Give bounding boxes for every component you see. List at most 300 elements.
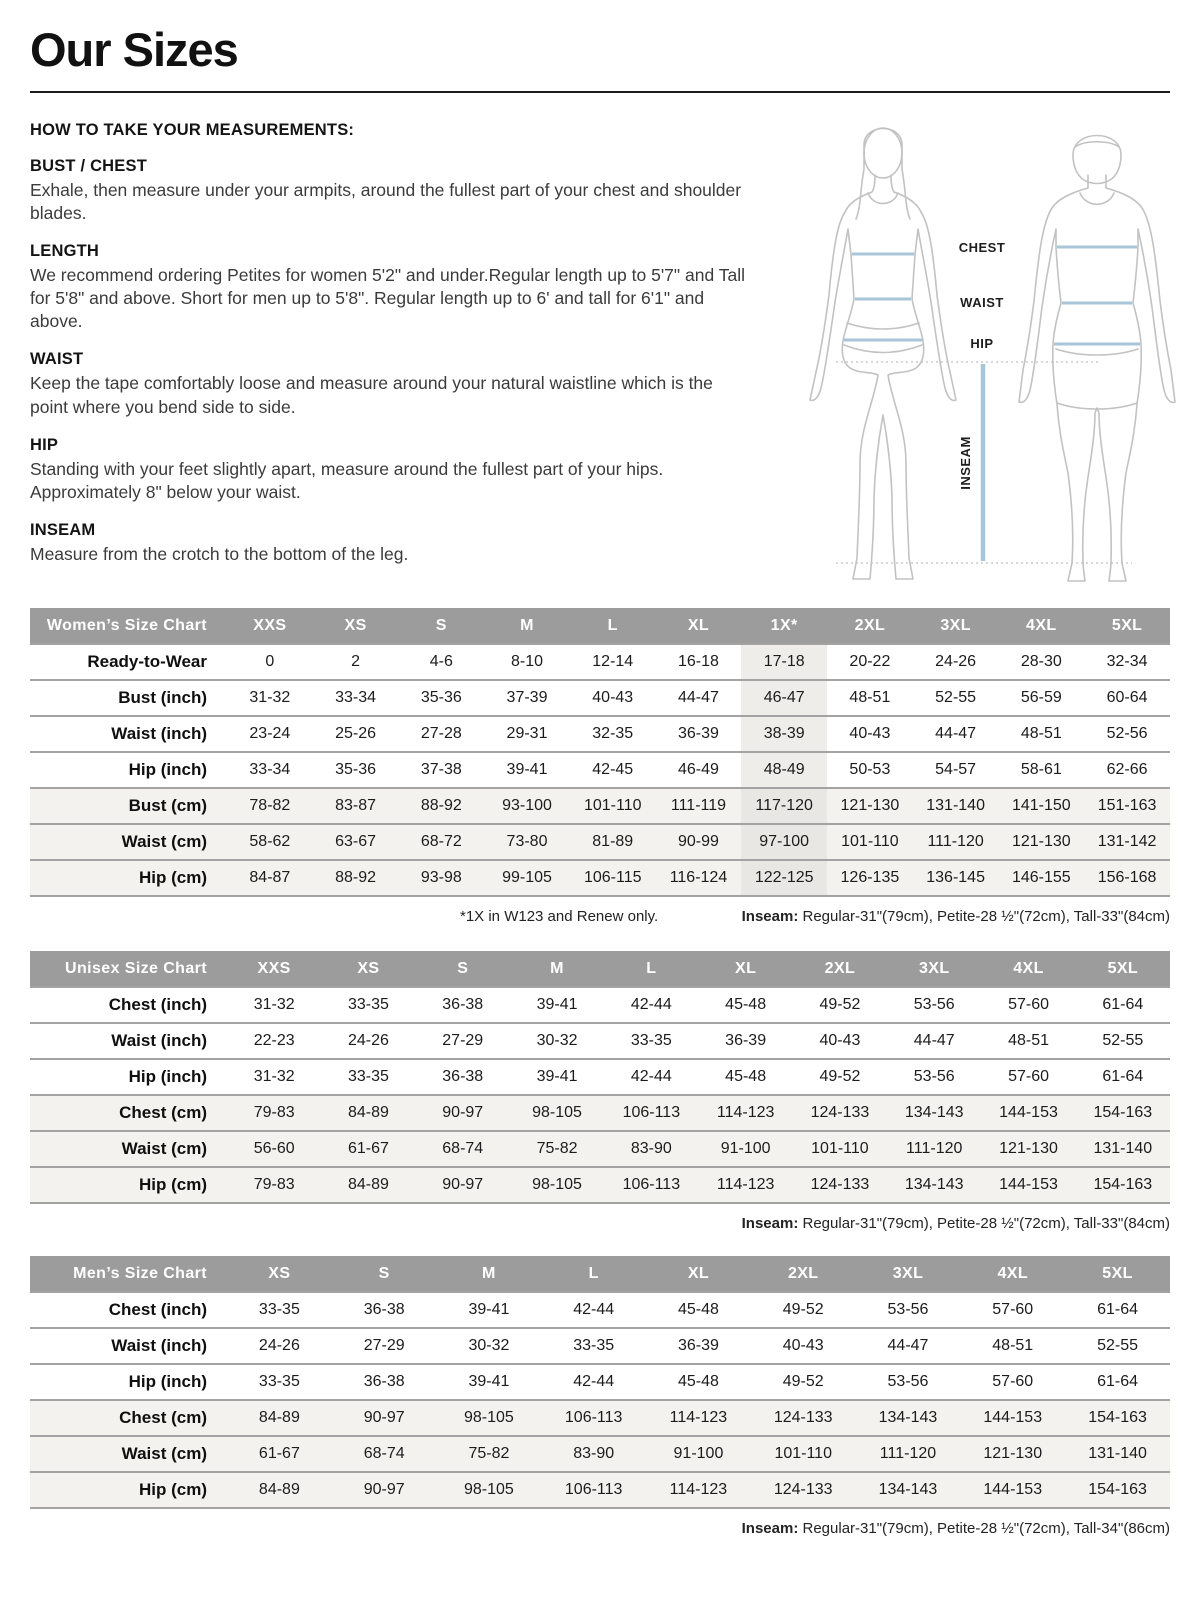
- inseam-note-text: Regular-31"(79cm), Petite-28 ½"(72cm), Tall-33"(84cm): [798, 908, 1170, 925]
- size-cell: 33-35: [321, 1059, 415, 1095]
- size-cell: 50-53: [827, 752, 913, 788]
- size-cell: 90-97: [416, 1167, 510, 1203]
- size-cell: 156-168: [1084, 860, 1170, 896]
- row-label: Waist (cm): [30, 1436, 227, 1472]
- size-cell: 35-36: [313, 752, 399, 788]
- column-header: 4XL: [998, 608, 1084, 644]
- size-cell: 57-60: [981, 1059, 1075, 1095]
- size-cell: 39-41: [437, 1292, 542, 1328]
- size-cell: 134-143: [887, 1167, 981, 1203]
- size-cell: 79-83: [227, 1095, 321, 1131]
- size-cell: 2: [313, 644, 399, 680]
- size-cell: 40-43: [751, 1328, 856, 1364]
- section-waist: [30, 350, 752, 418]
- row-label: Bust (inch): [30, 680, 227, 716]
- size-cell: 134-143: [856, 1400, 961, 1436]
- size-cell: 144-153: [960, 1400, 1065, 1436]
- size-cell: 56-59: [998, 680, 1084, 716]
- measurement-instructions: [30, 119, 752, 566]
- size-cell: 40-43: [827, 716, 913, 752]
- size-cell: 42-44: [541, 1364, 646, 1400]
- size-cell: 121-130: [998, 824, 1084, 860]
- size-cell: 84-89: [227, 1472, 332, 1508]
- mens-inseam-note: [742, 1520, 1170, 1537]
- size-cell: 33-34: [227, 752, 313, 788]
- size-cell: 42-45: [570, 752, 656, 788]
- size-cell: 151-163: [1084, 788, 1170, 824]
- size-cell: 121-130: [827, 788, 913, 824]
- size-cell: 88-92: [313, 860, 399, 896]
- section-bust-chest: [30, 157, 752, 225]
- table-row: [30, 1400, 1170, 1436]
- column-header: 3XL: [887, 951, 981, 987]
- size-cell: 61-64: [1076, 1059, 1170, 1095]
- table-row: [30, 1436, 1170, 1472]
- womens-table-notes: [30, 908, 1170, 925]
- column-header: M: [510, 951, 604, 987]
- size-cell: 39-41: [510, 1059, 604, 1095]
- row-label: Hip (cm): [30, 860, 227, 896]
- size-cell: 30-32: [510, 1023, 604, 1059]
- size-cell: 33-35: [604, 1023, 698, 1059]
- row-label: Hip (inch): [30, 1364, 227, 1400]
- size-cell: 49-52: [751, 1292, 856, 1328]
- size-cell: 44-47: [656, 680, 742, 716]
- size-cell: 42-44: [604, 987, 698, 1023]
- column-header: 3XL: [913, 608, 999, 644]
- section-inseam: [30, 521, 752, 566]
- size-cell: 154-163: [1065, 1472, 1170, 1508]
- row-label: Waist (cm): [30, 824, 227, 860]
- size-cell: 49-52: [793, 1059, 887, 1095]
- section-hip: [30, 436, 752, 504]
- column-header: L: [604, 951, 698, 987]
- row-label: Waist (inch): [30, 1328, 227, 1364]
- size-cell: 117-120: [741, 788, 827, 824]
- size-cell: 53-56: [856, 1292, 961, 1328]
- size-cell: 4-6: [398, 644, 484, 680]
- size-cell: 33-35: [321, 987, 415, 1023]
- size-cell: 88-92: [398, 788, 484, 824]
- size-cell: 42-44: [604, 1059, 698, 1095]
- column-header: L: [570, 608, 656, 644]
- column-header: 4XL: [960, 1256, 1065, 1292]
- size-cell: 93-98: [398, 860, 484, 896]
- size-cell: 31-32: [227, 987, 321, 1023]
- size-cell: 48-49: [741, 752, 827, 788]
- mens-size-chart-section: [30, 1256, 1170, 1537]
- table-row: [30, 752, 1170, 788]
- unisex-inseam-note: [742, 1215, 1170, 1232]
- size-cell: 37-38: [398, 752, 484, 788]
- column-header: 2XL: [751, 1256, 856, 1292]
- table-row: [30, 1023, 1170, 1059]
- size-cell: 91-100: [646, 1436, 751, 1472]
- size-cell: 98-105: [437, 1400, 542, 1436]
- row-label: Bust (cm): [30, 788, 227, 824]
- chest-label: CHEST: [958, 240, 1006, 255]
- size-cell: 63-67: [313, 824, 399, 860]
- size-cell: 136-145: [913, 860, 999, 896]
- row-label: Waist (cm): [30, 1131, 227, 1167]
- size-cell: 33-35: [227, 1292, 332, 1328]
- size-cell: 45-48: [646, 1292, 751, 1328]
- section-label: INSEAM: [30, 520, 96, 539]
- size-cell: 58-61: [998, 752, 1084, 788]
- mens-table: [30, 1256, 1170, 1509]
- size-cell: 23-24: [227, 716, 313, 752]
- table-row: [30, 716, 1170, 752]
- table-row: [30, 860, 1170, 896]
- size-cell: 12-14: [570, 644, 656, 680]
- row-label: Chest (inch): [30, 987, 227, 1023]
- size-cell: 93-100: [484, 788, 570, 824]
- size-cell: 121-130: [981, 1131, 1075, 1167]
- size-cell: 84-87: [227, 860, 313, 896]
- size-cell: 46-47: [741, 680, 827, 716]
- size-cell: 31-32: [227, 680, 313, 716]
- size-cell: 29-31: [484, 716, 570, 752]
- table-row: [30, 1167, 1170, 1203]
- mens-table-notes: [30, 1520, 1170, 1537]
- title-divider: [30, 91, 1170, 93]
- size-cell: 61-64: [1065, 1364, 1170, 1400]
- size-cell: 114-123: [646, 1400, 751, 1436]
- size-cell: 25-26: [313, 716, 399, 752]
- size-cell: 131-140: [913, 788, 999, 824]
- size-cell: 90-97: [416, 1095, 510, 1131]
- row-label: Waist (inch): [30, 716, 227, 752]
- size-cell: 56-60: [227, 1131, 321, 1167]
- size-cell: 49-52: [751, 1364, 856, 1400]
- inseam-note-label: Inseam:: [741, 1520, 799, 1537]
- size-cell: 124-133: [793, 1167, 887, 1203]
- size-cell: 84-89: [321, 1095, 415, 1131]
- womens-inseam-note: [742, 908, 1170, 925]
- header-row: [30, 1256, 1170, 1292]
- size-cell: 38-39: [741, 716, 827, 752]
- column-header: 2XL: [793, 951, 887, 987]
- size-cell: 30-32: [437, 1328, 542, 1364]
- column-header: S: [332, 1256, 437, 1292]
- column-header: XXS: [227, 951, 321, 987]
- size-cell: 40-43: [793, 1023, 887, 1059]
- inseam-note-label: Inseam:: [741, 1215, 799, 1232]
- column-header: 2XL: [827, 608, 913, 644]
- size-cell: 35-36: [398, 680, 484, 716]
- size-cell: 45-48: [698, 987, 792, 1023]
- row-label: Hip (cm): [30, 1167, 227, 1203]
- column-header: 4XL: [981, 951, 1075, 987]
- size-cell: 33-34: [313, 680, 399, 716]
- hip-label: HIP: [970, 336, 994, 351]
- mens-size-chart: [30, 1256, 1170, 1509]
- size-cell: 124-133: [751, 1472, 856, 1508]
- size-cell: 24-26: [321, 1023, 415, 1059]
- size-cell: 42-44: [541, 1292, 646, 1328]
- table-row: [30, 1472, 1170, 1508]
- row-label: Waist (inch): [30, 1023, 227, 1059]
- size-cell: 134-143: [887, 1095, 981, 1131]
- size-cell: 114-123: [698, 1095, 792, 1131]
- size-cell: 84-89: [321, 1167, 415, 1203]
- size-cell: 141-150: [998, 788, 1084, 824]
- size-cell: 33-35: [541, 1328, 646, 1364]
- size-cell: 106-113: [541, 1400, 646, 1436]
- womens-1x-footnote: *1X in W123 and Renew only.: [460, 908, 659, 925]
- page-title: Our Sizes: [30, 23, 238, 76]
- size-cell: 48-51: [981, 1023, 1075, 1059]
- table-title: Women’s Size Chart: [30, 608, 227, 644]
- size-cell: 134-143: [856, 1472, 961, 1508]
- size-cell: 99-105: [484, 860, 570, 896]
- table-row: [30, 987, 1170, 1023]
- size-cell: 154-163: [1065, 1400, 1170, 1436]
- size-cell: 68-74: [416, 1131, 510, 1167]
- size-cell: 33-35: [227, 1364, 332, 1400]
- size-cell: 75-82: [510, 1131, 604, 1167]
- size-cell: 101-110: [827, 824, 913, 860]
- size-cell: 78-82: [227, 788, 313, 824]
- inseam-label: INSEAM: [958, 436, 973, 490]
- size-cell: 36-38: [332, 1364, 437, 1400]
- size-cell: 116-124: [656, 860, 742, 896]
- howto-heading: HOW TO TAKE YOUR MEASUREMENTS:: [30, 121, 355, 139]
- size-cell: 45-48: [698, 1059, 792, 1095]
- size-cell: 39-41: [437, 1364, 542, 1400]
- size-cell: 111-120: [856, 1436, 961, 1472]
- row-label: Hip (cm): [30, 1472, 227, 1508]
- size-cell: 39-41: [510, 987, 604, 1023]
- section-text: Standing with your feet slightly apart, measure around the fullest part of your hips. Approximately 8" below your waist.: [30, 458, 664, 502]
- size-cell: 36-38: [332, 1292, 437, 1328]
- unisex-size-chart: [30, 951, 1170, 1204]
- size-cell: 154-163: [1076, 1167, 1170, 1203]
- size-cell: 126-135: [827, 860, 913, 896]
- header-row: [30, 608, 1170, 644]
- table-row: [30, 1131, 1170, 1167]
- size-cell: 83-90: [541, 1436, 646, 1472]
- size-cell: 121-130: [960, 1436, 1065, 1472]
- size-cell: 83-90: [604, 1131, 698, 1167]
- size-cell: 73-80: [484, 824, 570, 860]
- size-cell: 61-64: [1065, 1292, 1170, 1328]
- size-cell: 90-97: [332, 1400, 437, 1436]
- body-measurement-illustration: [780, 111, 1180, 591]
- column-header: XL: [698, 951, 792, 987]
- size-cell: 52-55: [1065, 1328, 1170, 1364]
- size-cell: 31-32: [227, 1059, 321, 1095]
- size-cell: 79-83: [227, 1167, 321, 1203]
- size-cell: 84-89: [227, 1400, 332, 1436]
- size-cell: 101-110: [570, 788, 656, 824]
- size-cell: 48-51: [827, 680, 913, 716]
- size-cell: 62-66: [1084, 752, 1170, 788]
- size-cell: 36-39: [646, 1328, 751, 1364]
- size-cell: 8-10: [484, 644, 570, 680]
- size-cell: 53-56: [887, 1059, 981, 1095]
- size-cell: 61-67: [227, 1436, 332, 1472]
- size-cell: 24-26: [227, 1328, 332, 1364]
- size-cell: 124-133: [751, 1400, 856, 1436]
- size-cell: 52-55: [1076, 1023, 1170, 1059]
- column-header: 3XL: [856, 1256, 961, 1292]
- size-cell: 40-43: [570, 680, 656, 716]
- size-cell: 61-64: [1076, 987, 1170, 1023]
- size-cell: 75-82: [437, 1436, 542, 1472]
- table-row: [30, 644, 1170, 680]
- size-cell: 52-55: [913, 680, 999, 716]
- column-header: 5XL: [1076, 951, 1170, 987]
- size-cell: 122-125: [741, 860, 827, 896]
- womens-size-chart-section: [30, 608, 1170, 925]
- size-cell: 36-39: [656, 716, 742, 752]
- size-cell: 68-74: [332, 1436, 437, 1472]
- section-label: LENGTH: [30, 242, 100, 261]
- size-cell: 57-60: [960, 1292, 1065, 1328]
- size-cell: 57-60: [981, 987, 1075, 1023]
- table-row: [30, 1364, 1170, 1400]
- size-cell: 53-56: [887, 987, 981, 1023]
- column-header: XS: [313, 608, 399, 644]
- column-header: S: [416, 951, 510, 987]
- section-text: Measure from the crotch to the bottom of the leg.: [30, 543, 409, 564]
- column-header: XXS: [227, 608, 313, 644]
- column-header: 5XL: [1084, 608, 1170, 644]
- size-cell: 144-153: [960, 1472, 1065, 1508]
- table-row: [30, 1059, 1170, 1095]
- size-cell: 90-99: [656, 824, 742, 860]
- unisex-size-chart-section: [30, 951, 1170, 1232]
- inseam-note-text: Regular-31"(79cm), Petite-28 ½"(72cm), Tall-33"(84cm): [798, 1215, 1170, 1232]
- column-header: L: [541, 1256, 646, 1292]
- size-cell: 17-18: [741, 644, 827, 680]
- column-header: XL: [656, 608, 742, 644]
- column-header: XL: [646, 1256, 751, 1292]
- size-cell: 36-38: [416, 987, 510, 1023]
- table-row: [30, 788, 1170, 824]
- man-figure: [1019, 136, 1175, 582]
- size-cell: 46-49: [656, 752, 742, 788]
- size-cell: 27-29: [416, 1023, 510, 1059]
- size-cell: 131-142: [1084, 824, 1170, 860]
- size-cell: 146-155: [998, 860, 1084, 896]
- size-cell: 24-26: [913, 644, 999, 680]
- inseam-note-label: Inseam:: [741, 908, 799, 925]
- row-label: Chest (cm): [30, 1400, 227, 1436]
- size-cell: 48-51: [998, 716, 1084, 752]
- table-row: [30, 1095, 1170, 1131]
- size-cell: 57-60: [960, 1364, 1065, 1400]
- womens-table: [30, 608, 1170, 897]
- size-cell: 114-123: [646, 1472, 751, 1508]
- size-cell: 44-47: [887, 1023, 981, 1059]
- size-cell: 144-153: [981, 1095, 1075, 1131]
- top-area: [30, 119, 1170, 596]
- table-row: [30, 680, 1170, 716]
- section-text: Exhale, then measure under your armpits, around the fullest part of your chest and shoulder blades.: [30, 180, 742, 224]
- size-cell: 49-52: [793, 987, 887, 1023]
- size-cell: 106-113: [604, 1167, 698, 1203]
- header-row: [30, 951, 1170, 987]
- size-cell: 16-18: [656, 644, 742, 680]
- size-cell: 81-89: [570, 824, 656, 860]
- table-row: [30, 1328, 1170, 1364]
- size-cell: 27-29: [332, 1328, 437, 1364]
- size-cell: 45-48: [646, 1364, 751, 1400]
- size-cell: 98-105: [510, 1167, 604, 1203]
- size-cell: 101-110: [751, 1436, 856, 1472]
- section-label: WAIST: [30, 350, 84, 369]
- measurement-diagram: [780, 111, 1180, 596]
- inseam-note-text: Regular-31"(79cm), Petite-28 ½"(72cm), Tall-34"(86cm): [798, 1520, 1170, 1537]
- size-cell: 54-57: [913, 752, 999, 788]
- row-label: Hip (inch): [30, 752, 227, 788]
- row-label: Chest (cm): [30, 1095, 227, 1131]
- size-cell: 111-119: [656, 788, 742, 824]
- size-cell: 58-62: [227, 824, 313, 860]
- column-header: 1X*: [741, 608, 827, 644]
- size-cell: 83-87: [313, 788, 399, 824]
- size-cell: 106-113: [604, 1095, 698, 1131]
- size-cell: 28-30: [998, 644, 1084, 680]
- waist-label: WAIST: [960, 295, 1004, 310]
- unisex-table-notes: [30, 1215, 1170, 1232]
- size-cell: 44-47: [913, 716, 999, 752]
- size-cell: 36-39: [698, 1023, 792, 1059]
- size-cell: 36-38: [416, 1059, 510, 1095]
- section-label: BUST / CHEST: [30, 157, 147, 175]
- size-cell: 44-47: [856, 1328, 961, 1364]
- size-cell: 20-22: [827, 644, 913, 680]
- size-cell: 131-140: [1065, 1436, 1170, 1472]
- size-cell: 106-115: [570, 860, 656, 896]
- size-cell: 48-51: [960, 1328, 1065, 1364]
- size-cell: 32-34: [1084, 644, 1170, 680]
- size-cell: 32-35: [570, 716, 656, 752]
- size-cell: 98-105: [510, 1095, 604, 1131]
- size-cell: 111-120: [887, 1131, 981, 1167]
- size-cell: 22-23: [227, 1023, 321, 1059]
- size-cell: 98-105: [437, 1472, 542, 1508]
- size-cell: 27-28: [398, 716, 484, 752]
- size-cell: 0: [227, 644, 313, 680]
- column-header: M: [437, 1256, 542, 1292]
- row-label: Ready-to-Wear: [30, 644, 227, 680]
- size-cell: 111-120: [913, 824, 999, 860]
- womens-size-chart: [30, 608, 1170, 897]
- row-label: Hip (inch): [30, 1059, 227, 1095]
- table-row: [30, 1292, 1170, 1328]
- size-cell: 106-113: [541, 1472, 646, 1508]
- column-header: XS: [321, 951, 415, 987]
- size-cell: 61-67: [321, 1131, 415, 1167]
- table-row: [30, 824, 1170, 860]
- column-header: M: [484, 608, 570, 644]
- column-header: 5XL: [1065, 1256, 1170, 1292]
- table-title: Unisex Size Chart: [30, 951, 227, 987]
- size-cell: 90-97: [332, 1472, 437, 1508]
- section-text: Keep the tape comfortably loose and measure around your natural waistline which is the point where you bend side to side.: [30, 373, 713, 417]
- table-title: Men’s Size Chart: [30, 1256, 227, 1292]
- size-cell: 52-56: [1084, 716, 1170, 752]
- size-cell: 60-64: [1084, 680, 1170, 716]
- column-header: XS: [227, 1256, 332, 1292]
- size-cell: 131-140: [1076, 1131, 1170, 1167]
- size-cell: 53-56: [856, 1364, 961, 1400]
- section-label: HIP: [30, 435, 59, 454]
- size-cell: 91-100: [698, 1131, 792, 1167]
